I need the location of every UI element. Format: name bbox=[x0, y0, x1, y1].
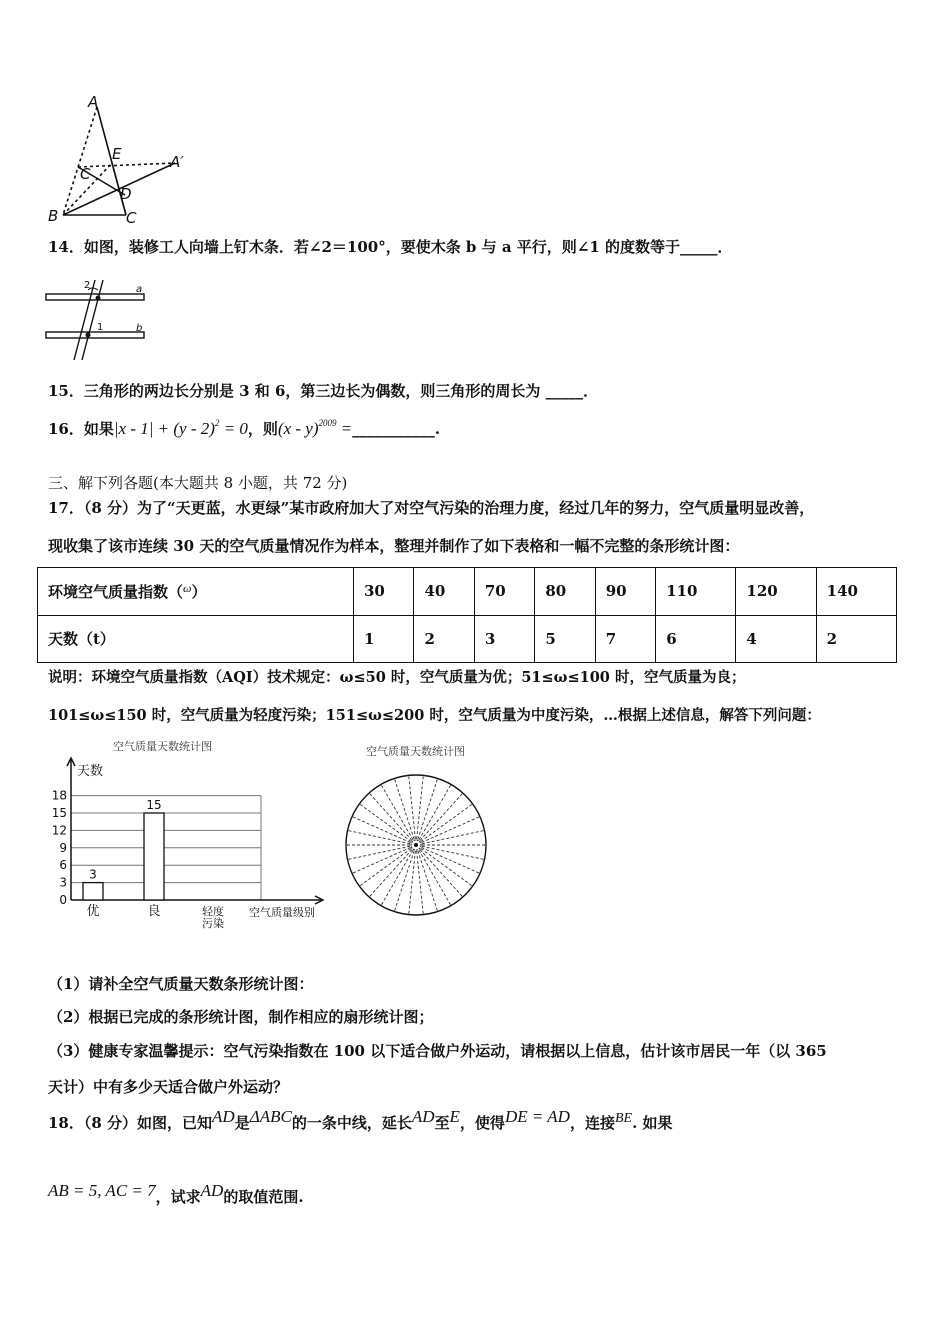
table-row bbox=[38, 615, 897, 663]
fig-label: E bbox=[112, 145, 122, 163]
fig-label: C bbox=[126, 209, 137, 227]
table-cell: 110 bbox=[656, 568, 736, 616]
table-row bbox=[38, 568, 897, 616]
fig-label: 2 bbox=[84, 280, 91, 291]
table-cell: 天数（t） bbox=[38, 615, 354, 663]
fig-label: 1 bbox=[97, 322, 104, 333]
table-cell: 140 bbox=[816, 568, 896, 616]
table-cell: 40 bbox=[414, 568, 474, 616]
y-tick-label: 9 bbox=[59, 840, 67, 855]
fig-label: D bbox=[120, 185, 132, 203]
q17-line1: 17．（8 分）为了“天更蓝，水更绿”某市政府加大了对空气污染的治理力度，经过几年的努力，空气质量明显改善， bbox=[48, 499, 815, 517]
chart-title: 空气质量天数统计图 bbox=[366, 745, 465, 758]
q16-then: ，则 bbox=[247, 420, 278, 438]
table-cell: 90 bbox=[595, 568, 655, 616]
table-cell: 30 bbox=[354, 568, 414, 616]
table-cell: 2 bbox=[414, 615, 474, 663]
table-cell: 4 bbox=[736, 615, 816, 663]
x-tick-label: 良 bbox=[147, 904, 161, 919]
pie-center bbox=[414, 843, 418, 847]
table-cell: 120 bbox=[736, 568, 816, 616]
y-tick-label: 6 bbox=[59, 858, 67, 873]
data-label: 3 bbox=[89, 867, 97, 882]
q17-line2: 现收集了该市连续 30 天的空气质量情况作为样本，整理并制作了如下表格和一幅不完整的条形统计图： bbox=[48, 537, 740, 555]
q17-sub1: （1）请补全空气质量天数条形统计图： bbox=[48, 975, 314, 993]
table-cell: 环境空气质量指数（$^\omega$） bbox=[38, 568, 354, 616]
bar bbox=[83, 883, 103, 900]
table-cell: 2 bbox=[816, 615, 896, 663]
q16-blank: ___________ bbox=[352, 420, 435, 438]
bar bbox=[144, 813, 164, 900]
q16-end: . bbox=[434, 420, 440, 438]
fig-label: b bbox=[136, 323, 143, 334]
fig-label: A bbox=[88, 95, 99, 111]
q17-note2: 101≤ω≤150 时，空气质量为轻度污染；151≤ω≤200 时，空气质量为中度污染，…根据上述信息，解答下列问题： bbox=[48, 707, 821, 724]
question-15: 15．三角形的两边长分别是 3 和 6，第三边长为偶数，则三角形的周长为 _____． bbox=[48, 382, 599, 400]
x-axis-label: 空气质量级别 bbox=[249, 906, 315, 919]
table-cell: 70 bbox=[474, 568, 534, 616]
fig-label: B bbox=[48, 207, 59, 225]
y-tick-label: 12 bbox=[51, 823, 67, 838]
y-tick-label: 0 bbox=[59, 893, 67, 907]
fig-label: a bbox=[136, 284, 143, 295]
x-tick-label: 优 bbox=[86, 904, 100, 919]
q17-sub2: （2）根据已完成的条形统计图，制作相应的扇形统计图； bbox=[48, 1008, 434, 1026]
wood-strips-figure bbox=[40, 272, 160, 367]
q17-note1: 说明：环境空气质量指数（AQI）技术规定：ω≤50 时，空气质量为优；51≤ω≤100 时，空气质量为良； bbox=[48, 669, 746, 686]
x-tick-label: 轻度 bbox=[202, 905, 224, 918]
pie-chart bbox=[340, 735, 500, 920]
y-tick-label: 15 bbox=[51, 806, 67, 820]
triangle-figure bbox=[40, 95, 210, 230]
bar-chart bbox=[45, 735, 345, 940]
q17-sub3a: （3）健康专家温馨提示：空气污染指数在 100 以下适合做户外运动，请根据以上信息，估计该市居民一年（以 365 bbox=[48, 1042, 827, 1060]
question-18: 18．（8 分）如图，已知AD是ΔABC的一条中线，延长AD至E，使得DE = AD，连接BE. 如果 bbox=[48, 1107, 673, 1132]
question-16 bbox=[48, 418, 440, 439]
q16-condition: |x - 1| + (y - 2)$^2$ = 0 bbox=[113, 418, 248, 438]
data-label: 15 bbox=[146, 798, 162, 812]
aqi-table bbox=[37, 567, 897, 663]
chart-title: 空气质量天数统计图 bbox=[113, 740, 212, 753]
x-tick-label: 污染 bbox=[202, 917, 224, 930]
section-title: 三、解下列各题(本大题共 8 小题，共 72 分) bbox=[48, 474, 348, 492]
fig-label: C bbox=[80, 165, 91, 183]
q17-sub3b: 天计）中有多少天适合做户外运动？ bbox=[48, 1078, 289, 1096]
y-axis-label: 天数 bbox=[77, 764, 104, 779]
y-tick-label: 18 bbox=[51, 788, 67, 803]
table-cell: 6 bbox=[656, 615, 736, 663]
table-cell: 7 bbox=[595, 615, 655, 663]
q16-expression: (x - y)$^{2009}$ = bbox=[277, 418, 353, 438]
table-cell: 5 bbox=[535, 615, 595, 663]
fig-label: A′ bbox=[170, 153, 184, 171]
table-cell: 80 bbox=[535, 568, 595, 616]
table-cell: 3 bbox=[474, 615, 534, 663]
q18-line2: AB = 5, AC = 7，试求AD的取值范围. bbox=[48, 1181, 304, 1206]
y-tick-label: 3 bbox=[59, 875, 67, 890]
question-14: 14．如图，装修工人向墙上钉木条．若∠2＝100°，要使木条 b 与 a 平行，则∠1 的度数等于_____． bbox=[48, 238, 733, 256]
q16-prefix: 16．如果 bbox=[48, 420, 114, 438]
table-cell: 1 bbox=[354, 615, 414, 663]
